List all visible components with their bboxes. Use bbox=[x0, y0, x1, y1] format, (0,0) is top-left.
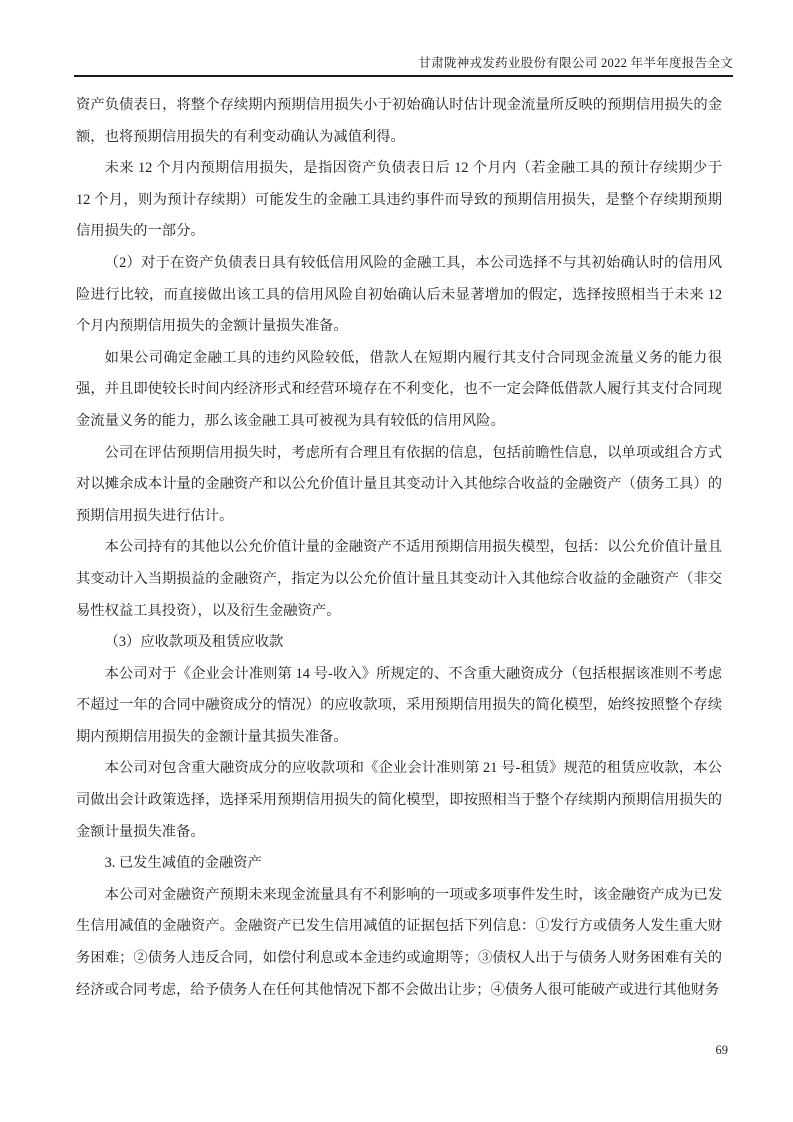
page-number: 69 bbox=[715, 1043, 728, 1057]
paragraph: 本公司对于《企业会计准则第 14 号-收入》所规定的、不含重大融资成分（包括根据该准则不考虑不超过一年的合同中融资成分的情况）的应收款项，采用预期信用损失的简化模型，始终按照整个存续期内预期信用损失的金额计量其损失准备。 bbox=[76, 665, 722, 745]
header-divider bbox=[74, 75, 733, 77]
section-heading-receivables: （3）应收款项及租赁应收款 bbox=[104, 634, 284, 651]
paragraph: 本公司对包含重大融资成分的应收款项和《企业会计准则第 21 号-租赁》规范的租赁应收款，本公司做出会计政策选择，选择采用预期信用损失的简化模型，即按照相当于整个存续期内预期信用损失的金额计量损失准备。 bbox=[76, 760, 722, 840]
paragraph: 如果公司确定金融工具的违约风险较低，借款人在短期内履行其支付合同现金流量义务的能力很强，并且即使较长时间内经济形式和经营环境存在不利变化，也不一定会降低借款人履行其支付合同现金流量义务的能力，那么该金融工具可被视为具有较低的信用风险。 bbox=[76, 349, 722, 429]
paragraph: 未来 12 个月内预期信用损失，是指因资产负债表日后 12 个月内（若金融工具的预计存续期少于 12 个月，则为预计存续期）可能发生的金融工具违约事件而导致的预期信用损失，是整个存续期预期信用损失的一部分。 bbox=[76, 160, 722, 240]
paragraph: 本公司持有的其他以公允价值计量的金融资产不适用预期信用损失模型，包括：以公允价值计量且其变动计入当期损益的金融资产，指定为以公允价值计量且其变动计入其他综合收益的金融资产（非交易性权益工具投资），以及衍生金融资产。 bbox=[76, 539, 722, 619]
document-body bbox=[76, 90, 722, 1006]
paragraph: 本公司对金融资产预期未来现金流量具有不利影响的一项或多项事件发生时，该金融资产成为已发生信用减值的金融资产。金融资产已发生信用减值的证据包括下列信息：①发行方或债务人发生重大财务困难；②债务人违反合同，如偿付利息或本金违约或逾期等；③债权人出于与债务人财务困难有关的经济或合同考虑，给予债务人在任何其他情况下都不会做出让步；④债务人很可能破产或进行其他财务 bbox=[76, 886, 722, 998]
page-header bbox=[74, 55, 733, 71]
section-heading-impaired-assets: 3. 已发生减值的金融资产 bbox=[104, 855, 262, 872]
report-title: 甘肃陇神戎发药业股份有限公司 2022 年半年度报告全文 bbox=[418, 56, 733, 70]
paragraph: （2）对于在资产负债表日具有较低信用风险的金融工具，本公司选择不与其初始确认时的信用风险进行比较，而直接做出该工具的信用风险自初始确认后未显著增加的假定，选择按照相当于未来 12 个月内预期信用损失的金额计量损失准备。 bbox=[76, 254, 722, 335]
paragraph: 公司在评估预期信用损失时，考虑所有合理且有依据的信息，包括前瞻性信息，以单项或组合方式对以摊余成本计量的金融资产和以公允价值计量且其变动计入其他综合收益的金融资产（债务工具）的预期信用损失进行估计。 bbox=[76, 444, 722, 524]
paragraph-continuation: 资产负债表日，将整个存续期内预期信用损失小于初始确认时估计现金流量所反映的预期信用损失的金额，也将预期信用损失的有利变动确认为减值利得。 bbox=[76, 97, 722, 145]
